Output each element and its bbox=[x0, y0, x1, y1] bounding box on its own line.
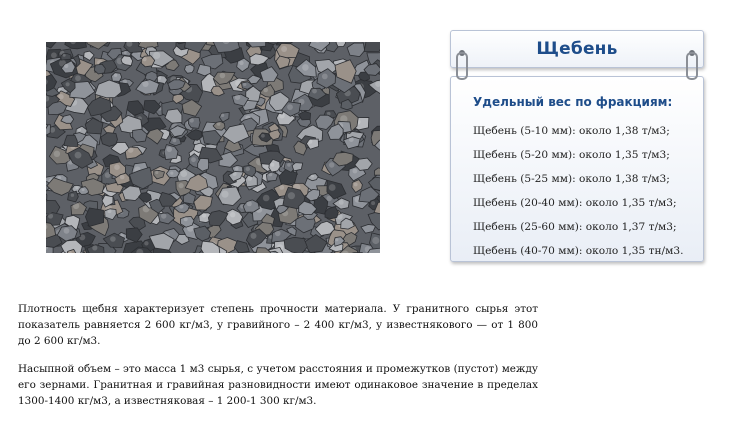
stone-highlight bbox=[92, 245, 97, 250]
stone-highlight bbox=[144, 241, 148, 245]
stone-highlight bbox=[329, 162, 334, 167]
binder-ring-icon bbox=[456, 52, 468, 80]
stone-highlight bbox=[308, 140, 312, 144]
stone-highlight bbox=[263, 88, 268, 93]
fraction-item: Щебень (25-60 мм): около 1,37 т/м3; bbox=[473, 221, 677, 233]
fraction-item: Щебень (5-10 мм): около 1,38 т/м3; bbox=[473, 125, 670, 137]
fraction-item: Щебень (40-70 мм): около 1,35 тн/м3. bbox=[473, 245, 684, 257]
stone bbox=[208, 211, 228, 226]
stone-highlight bbox=[161, 213, 166, 218]
stone bbox=[336, 42, 346, 47]
stone-highlight bbox=[66, 82, 70, 86]
stone-highlight bbox=[275, 231, 281, 237]
stone-highlight bbox=[75, 186, 78, 189]
stone-highlight bbox=[354, 183, 358, 187]
stone-highlight bbox=[73, 203, 79, 209]
gravel-texture bbox=[46, 42, 380, 253]
stone-highlight bbox=[239, 61, 243, 65]
fraction-item: Щебень (5-25 мм): около 1,38 т/м3; bbox=[473, 173, 670, 185]
stone-highlight bbox=[158, 77, 161, 80]
stone-highlight bbox=[173, 139, 177, 143]
stone-highlight bbox=[153, 52, 160, 59]
stone bbox=[173, 94, 184, 103]
stone-highlight bbox=[251, 233, 257, 239]
stone-highlight bbox=[202, 213, 206, 217]
stone bbox=[194, 195, 213, 210]
stone-highlight bbox=[327, 196, 332, 201]
stone-highlight bbox=[312, 89, 317, 94]
stone-highlight bbox=[170, 172, 173, 175]
stone-highlight bbox=[54, 151, 60, 157]
stone-highlight bbox=[124, 51, 127, 54]
stone bbox=[347, 43, 365, 57]
stone-highlight bbox=[82, 188, 85, 191]
stone bbox=[218, 187, 241, 206]
stone bbox=[139, 193, 152, 203]
stone-highlight bbox=[190, 118, 194, 122]
stone bbox=[64, 135, 78, 146]
stone-highlight bbox=[155, 171, 158, 174]
stone bbox=[219, 112, 229, 122]
stone-highlight bbox=[179, 204, 183, 208]
stone bbox=[46, 200, 60, 214]
stone-highlight bbox=[78, 128, 81, 131]
stone-highlight bbox=[51, 52, 57, 58]
stone-highlight bbox=[143, 57, 147, 61]
stone-highlight bbox=[261, 134, 265, 138]
stone bbox=[46, 42, 58, 48]
stone-highlight bbox=[181, 170, 188, 177]
stone-highlight bbox=[329, 184, 336, 191]
stone-highlight bbox=[335, 238, 338, 241]
stone bbox=[276, 43, 299, 57]
stone bbox=[122, 186, 141, 201]
stone bbox=[65, 42, 87, 49]
stone-highlight bbox=[167, 147, 172, 152]
stone-highlight bbox=[64, 64, 68, 68]
stone bbox=[361, 225, 376, 234]
info-card bbox=[448, 30, 704, 262]
stone-highlight bbox=[221, 191, 228, 198]
stone-highlight bbox=[339, 200, 344, 205]
stone-highlight bbox=[75, 75, 81, 81]
stone-highlight bbox=[142, 81, 148, 87]
stone-highlight bbox=[233, 172, 237, 176]
stone-highlight bbox=[230, 212, 235, 217]
stone-highlight bbox=[48, 213, 53, 218]
stone-highlight bbox=[114, 74, 117, 77]
stone-highlight bbox=[110, 236, 116, 242]
stone bbox=[352, 180, 363, 193]
card-subtitle: Удельный вес по фракциям: bbox=[473, 95, 673, 109]
stone-highlight bbox=[287, 104, 293, 110]
stone-highlight bbox=[235, 94, 241, 100]
stone-highlight bbox=[235, 167, 239, 171]
stone-highlight bbox=[114, 164, 120, 170]
stone-highlight bbox=[263, 195, 270, 202]
stone-highlight bbox=[371, 201, 375, 205]
stone bbox=[187, 130, 202, 141]
stone-highlight bbox=[246, 167, 250, 171]
stone-highlight bbox=[63, 54, 66, 57]
stone bbox=[61, 115, 74, 124]
body-text bbox=[18, 301, 538, 421]
card-header bbox=[450, 30, 704, 68]
paragraph-bulk-volume: Насыпной объем – это масса 1 м3 сырья, с учетом расстояния и промежутков (пустот) между его зернами. Гранитная и гравийная разновидности имеют одинаковое значение в пределах 1300-1400 кг/м3, а известняковая – 1 200-1 300 кг/м3. bbox=[18, 363, 538, 407]
stone-highlight bbox=[221, 113, 225, 117]
stone-highlight bbox=[288, 192, 295, 199]
stone-highlight bbox=[270, 163, 274, 167]
stone-highlight bbox=[372, 237, 379, 244]
stone-highlight bbox=[128, 147, 134, 153]
stone-highlight bbox=[287, 163, 291, 167]
stone-highlight bbox=[184, 217, 188, 221]
stone-highlight bbox=[64, 228, 70, 234]
stone bbox=[95, 80, 121, 98]
stone-highlight bbox=[281, 46, 287, 52]
card-body bbox=[450, 76, 704, 262]
stone-highlight bbox=[71, 194, 74, 197]
stone-highlight bbox=[349, 137, 354, 142]
gravel-photo bbox=[46, 42, 380, 253]
stone-highlight bbox=[108, 209, 112, 213]
stone bbox=[164, 145, 178, 160]
stone-highlight bbox=[191, 157, 196, 162]
fraction-list bbox=[473, 119, 683, 263]
stone bbox=[364, 42, 380, 52]
stone bbox=[185, 65, 195, 74]
stone-highlight bbox=[243, 83, 246, 86]
stone-highlight bbox=[322, 74, 328, 80]
stone-highlight bbox=[302, 64, 309, 71]
stone bbox=[292, 163, 303, 171]
stone bbox=[198, 158, 209, 171]
stone bbox=[197, 64, 211, 76]
stone-highlight bbox=[279, 185, 284, 190]
stone-highlight bbox=[247, 201, 252, 206]
stone bbox=[374, 168, 380, 175]
stone-highlight bbox=[269, 173, 273, 177]
stone bbox=[325, 207, 338, 219]
stone-highlight bbox=[179, 183, 184, 188]
stone bbox=[223, 124, 250, 144]
stone-highlight bbox=[217, 122, 220, 125]
stone bbox=[84, 51, 94, 60]
fraction-item: Щебень (20-40 мм): около 1,35 т/м3; bbox=[473, 197, 677, 209]
stone-highlight bbox=[120, 175, 125, 180]
binder-ring-icon bbox=[686, 52, 698, 80]
stone bbox=[101, 133, 118, 147]
stone-highlight bbox=[75, 152, 82, 159]
stone bbox=[46, 191, 47, 199]
card-title: Щебень bbox=[536, 39, 618, 59]
stone bbox=[165, 109, 182, 123]
stone-highlight bbox=[220, 73, 226, 79]
fraction-item: Щебень (5-20 мм): около 1,35 т/м3; bbox=[473, 149, 670, 161]
stone bbox=[158, 213, 175, 224]
stone-highlight bbox=[311, 175, 314, 178]
paragraph-density: Плотность щебня характеризует степень прочности материала. У гранитного сырья этот показатель равняется 2 600 кг/м3, у гравийного – 2 400 кг/м3, у известнякового — от 1 800 до 2 600 кг/м3. bbox=[18, 303, 538, 347]
stone-highlight bbox=[353, 169, 358, 174]
stone bbox=[61, 53, 71, 60]
